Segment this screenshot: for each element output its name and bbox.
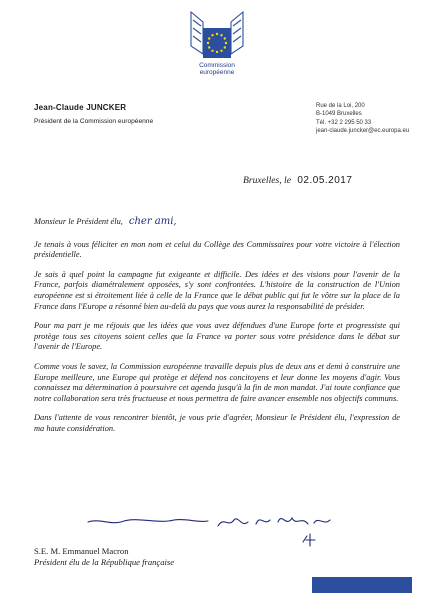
salutation: Monsieur le Président élu, cher ami, <box>34 216 177 227</box>
date-stamp: 02.05.2017 <box>297 175 353 186</box>
eu-star-icon <box>224 37 226 39</box>
sender-role: Président de la Commission européenne <box>34 118 154 125</box>
eu-star-icon <box>208 46 210 48</box>
letter-body <box>34 217 400 444</box>
eu-star-icon <box>211 50 213 52</box>
address-street: Rue de la Loi, 200 <box>316 103 365 109</box>
sender-address <box>316 102 409 136</box>
paragraph: Dans l'attente de vous rencontrer bientôt, je vous prie d'agréer, Monsieur le Président élu, l'expression de ma haute considération. <box>34 413 400 433</box>
address-email: jean-claude.juncker@ec.europa.eu <box>316 128 410 135</box>
sender-block <box>34 103 153 125</box>
date-place: Bruxelles, le <box>243 175 291 186</box>
recipient-title: Président élu de la République française <box>34 557 175 567</box>
eu-star-icon <box>220 34 222 36</box>
eu-star-icon <box>211 34 213 36</box>
eu-star-icon <box>224 46 226 48</box>
address-phone: Tél. +32 2 295 50 33 <box>316 119 372 126</box>
recipient-name: S.E. M. Emmanuel Macron <box>34 546 129 556</box>
paragraph: Je sais à quel point la campagne fut exigeante et difficile. Des idées et des visions pour l'avenir de la France, parfois diamétralement opposées, s'y sont confrontées. L'histoire de la construction de l'Union européenne est si étroitement liée à celle de la France que le débat public qui fut le vôtre sur la place de la France dans l'Europe a résonné bien au-delà du pays que vous aurez la responsabilité de présider. <box>34 269 400 311</box>
eu-star-icon <box>225 42 227 44</box>
handwritten-greeting: cher ami, <box>128 216 177 227</box>
address-city: B-1049 Bruxelles <box>316 111 362 118</box>
paragraph: Comme vous le savez, la Commission européenne travaille depuis plus de deux ans et demi à construire une Europe meilleure, une Europe qui protège et défend nos concitoyens et leur donne les moyens d'agir. Vous connaissez ma détermination à poursuivre cet agenda jusqu'à la fin de mon mandat. J'ai toute confiance que notre collaboration sera très fructueuse et nous permettra de faire avancer ensemble nos objectifs communs. <box>34 361 400 403</box>
sender-name: Jean-Claude JUNCKER <box>34 103 127 112</box>
eu-star-icon <box>207 42 209 44</box>
paragraph: Je tenais à vous féliciter en mon nom et celui du Collège des Commissaires pour votre victoire à l'élection présidentielle. <box>34 239 400 260</box>
recipient-block <box>34 546 174 568</box>
eu-star-icon <box>220 50 222 52</box>
eu-star-icon <box>216 51 218 53</box>
eu-star-icon <box>208 37 210 39</box>
eu-star-icon <box>216 33 218 35</box>
organization-name: Commission européenne <box>199 62 235 76</box>
paragraph: Pour ma part je me réjouis que les idées que vous avez défendues d'une Europe forte et progressiste qui protège tous ses citoyens soient celles que la France va porter sous votre présidence dans le débat sur l'avenir de l'Europe. <box>34 321 400 352</box>
footer-blue-bar <box>312 577 412 593</box>
letter-date <box>243 175 352 186</box>
